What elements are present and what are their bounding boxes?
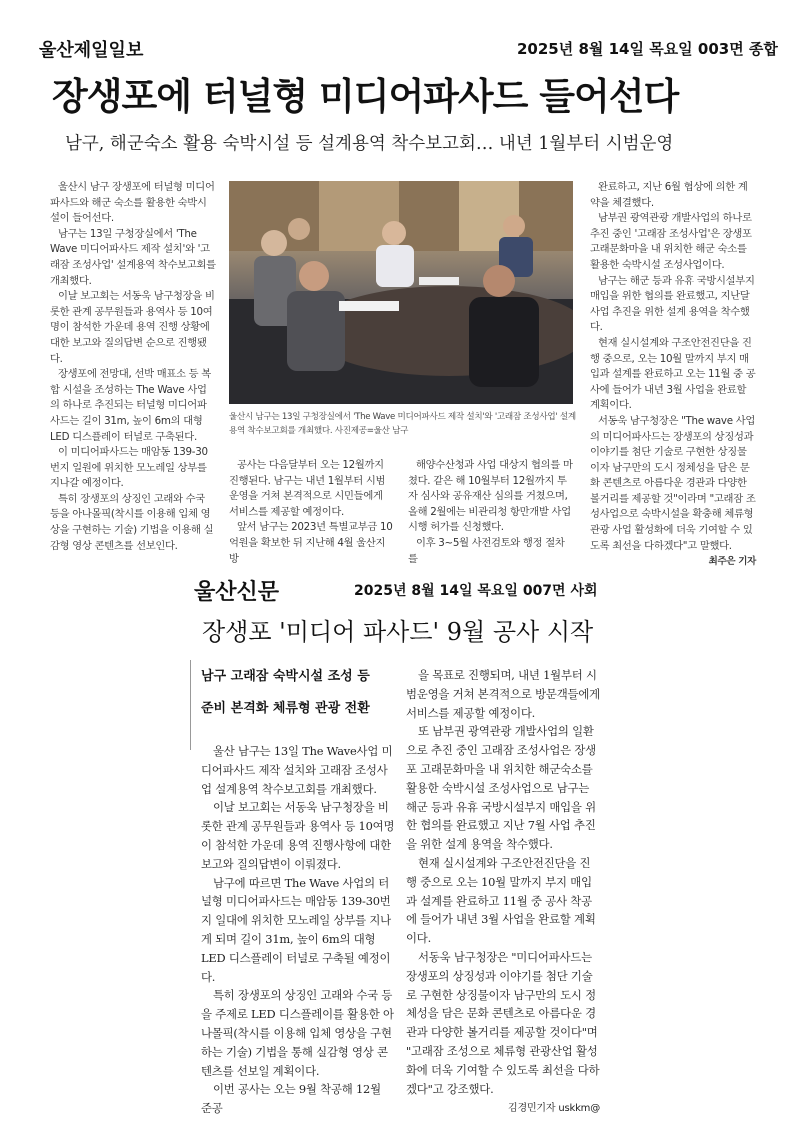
paragraph: 이날 보고회는 서동욱 남구청장을 비롯한 관계 공무원들과 용역사 등 10여명이 참석한 가운데 용역 진행 상황에 대한 보고와 질의답변 순으로 진행됐다. xyxy=(50,290,215,365)
dateline: 2025년 8월 14일 목요일 003면 종합 xyxy=(517,40,778,58)
deck-line: 준비 본격화 체류형 관광 전환 xyxy=(201,701,370,716)
reporter-byline: 최주은 기자 xyxy=(708,556,756,568)
dateline-2: 2025년 8월 14일 목요일 007면 사회 xyxy=(354,583,598,599)
article2-right-column xyxy=(406,666,600,1119)
deck xyxy=(201,665,401,720)
paragraph: 특히 장생포의 상징인 고래와 수국 등을 주제로 LED 디스플레이를 활용한 아나몰픽(착시를 이용해 입체 영상을 구현하는 기술) 기법을 통해 실감형 영상 콘텐츠를 선보일 계획이다. xyxy=(201,988,394,1078)
paragraph: 현재 실시설계와 구조안전진단을 진행 중으로, 오는 10월 말까지 부지 매입과 설계를 완료하고 오는 11월 중 공사에 들어가 내년 3월 사업을 완료할 계획이다. xyxy=(590,336,756,412)
photo-caption: 울산시 남구는 13일 구청장실에서 'The Wave 미디어파사드 제작 설치'와 '고래잠 조성사업' 설계용역 착수보고회를 개최했다. 사진제공=울산 남구 xyxy=(229,412,576,436)
paragraph: 서동욱 남구청장은 "The wave 사업의 미디어파사드는 장생포의 상징성과 이야기를 첨단 기술로 구현한 상징물이자 남구만의 도시 정체성을 담은 문화 콘텐츠로 아름다운 경관과 다양한 볼거리를 제공할 것"이라며 "고래잠 조성사업으로 숙박시설을 확충해 체류형 관광 사업 활성화에 더욱 기여할 수 있도록 최선을 다하겠다"고 말했다. xyxy=(590,414,756,552)
article-column-3 xyxy=(408,458,574,567)
paragraph: 해양수산청과 사업 대상지 협의를 마쳤다. 같은 해 10월부터 12월까지 투자 심사와 공유재산 심의를 거쳤으며, 올해 2월에는 비관리청 항만개발 사업 시행 허가를 신청했다. xyxy=(408,459,573,534)
photo-illustration xyxy=(229,181,573,404)
paragraph: 현재 실시설계와 구조안전진단을 진행 중으로 오는 10월 말까지 부지 매입과 설계를 완료하고 11월 중 공사 착공에 들어가 내년 3월 사업을 완료할 계획이다. xyxy=(406,855,596,946)
paragraph: 을 목표로 진행되며, 내년 1월부터 시범운영을 거쳐 본격적으로 방문객들에게 서비스를 제공할 예정이다. xyxy=(406,668,600,720)
paragraph: 완료하고, 지난 6월 협상에 의한 계약을 체결했다. xyxy=(590,181,748,209)
paragraph: 또 남부권 광역관광 개발사업의 일환으로 추진 중인 고래잠 조성사업은 장생포 고래문화마을 내 위치한 해군숙소를 활용한 숙박시설 조성사업으로 남구는 해군 등과 유휴 국방시설부지 매입을 위한 협의를 완료했고 지난 7월 사업 추진을 위한 설계 용역을 착수했다. xyxy=(406,724,596,852)
deck-rule xyxy=(190,660,191,750)
paragraph: 울산시 남구 장생포에 터널형 미디어파사드와 해군 숙소를 활용한 숙박시설이 들어선다. xyxy=(50,181,215,225)
paragraph: 남구는 13일 구청장실에서 'The Wave 미디어파사드 제작 설치'와 '고래잠 조성사업' 설계용역 착수보고회를 개최했다. xyxy=(50,227,216,287)
article2-left-column xyxy=(201,742,395,1118)
meeting-photo xyxy=(229,181,573,404)
paragraph: 울산 남구는 13일 The Wave사업 미디어파사드 제작 설치와 고래잠 조성사업 설계용역 착수보고회를 개최했다. xyxy=(201,744,393,796)
paragraph: 이후 3~5월 사전검토와 행정 절차를 xyxy=(408,536,565,565)
reporter-byline-2: 김경민기자 uskkm@ xyxy=(508,1103,600,1115)
article-column-1 xyxy=(50,180,216,554)
paper-name-2: 울산신문 xyxy=(194,579,280,605)
subheadline: 남구, 해군숙소 활용 숙박시설 등 설계용역 착수보고회… 내년 1월부터 시범운영 xyxy=(65,134,674,154)
article-column-2 xyxy=(229,458,394,567)
paragraph: 이번 공사는 오는 9월 착공해 12월 준공 xyxy=(201,1082,381,1116)
headline-2: 장생포 '미디어 파사드' 9월 공사 시작 xyxy=(202,618,594,646)
paragraph: 공사는 다음달부터 오는 12월까지 진행된다. 남구는 내년 1월부터 시범 운영을 거쳐 본격적으로 시민들에게 서비스를 제공할 예정이다. xyxy=(229,459,386,518)
headline: 장생포에 터널형 미디어파사드 들어선다 xyxy=(52,75,679,118)
paragraph: 특히 장생포의 상징인 고래와 수국 등을 아나몰픽(착시를 이용해 입체 영상을 구현하는 기술) 기법을 이용해 실감형 영상 콘텐츠를 선보인다. xyxy=(50,492,214,552)
paragraph: 남구는 해군 등과 유휴 국방시설부지 매입을 위한 협의를 완료했고, 지난달 사업 추진을 위한 설계 용역을 착수했다. xyxy=(590,274,755,334)
paragraph: 이 미디어파사드는 매암동 139-30번지 일원에 위치한 모노레일 상부를 지나갈 예정이다. xyxy=(50,446,208,490)
deck-line: 남구 고래잠 숙박시설 조성 등 xyxy=(201,669,370,684)
paragraph: 서동욱 남구청장은 "미디어파사드는 장생포의 상징성과 이야기를 첨단 기술로 구현한 상징물이자 남구만의 도시 정체성을 담은 문화 콘텐츠로 아름다운 경관과 다양한 볼거리를 제공할 것이다"며 "고래잠 조성으로 체류형 관광산업 활성화에 더욱 기여할 수 있도록 최선을 다하겠다"고 강조했다. xyxy=(406,949,600,1096)
paper-name: 울산제일일보 xyxy=(39,40,144,61)
paragraph: 남구에 따르면 The Wave 사업의 터널형 미디어파사드는 매암동 139-30번지 일대에 위치한 모노레일 상부를 지나게 되며 길이 31m, 높이 6m의 대형 LED 디스플레이 터널로 구축될 예정이다. xyxy=(201,875,391,984)
article-column-4 xyxy=(590,180,756,570)
paragraph: 이날 보고회는 서동욱 남구청장을 비롯한 관계 공무원들과 용역사 등 10여명이 참석한 가운데 용역 진행사항에 대한 보고와 질의답변이 이뤄졌다. xyxy=(201,800,395,871)
paragraph: 앞서 남구는 2023년 특별교부금 10억원을 확보한 뒤 지난해 4월 울산지방 xyxy=(229,521,393,565)
paragraph: 장생포에 전망대, 선박 매표소 등 복합 시설을 조성하는 The Wave 사업의 하나로 추진되는 터널형 미디어파사드는 길이 31m, 높이 6m의 대형 LED 디스플레이 터널로 구축된다. xyxy=(50,368,211,443)
paragraph: 남부권 광역관광 개발사업의 하나로 추진 중인 '고래잠 조성사업'은 장생포 고래문화마을 내 위치한 해군 숙소를 활용한 숙박시설 조성사업이다. xyxy=(590,212,752,271)
